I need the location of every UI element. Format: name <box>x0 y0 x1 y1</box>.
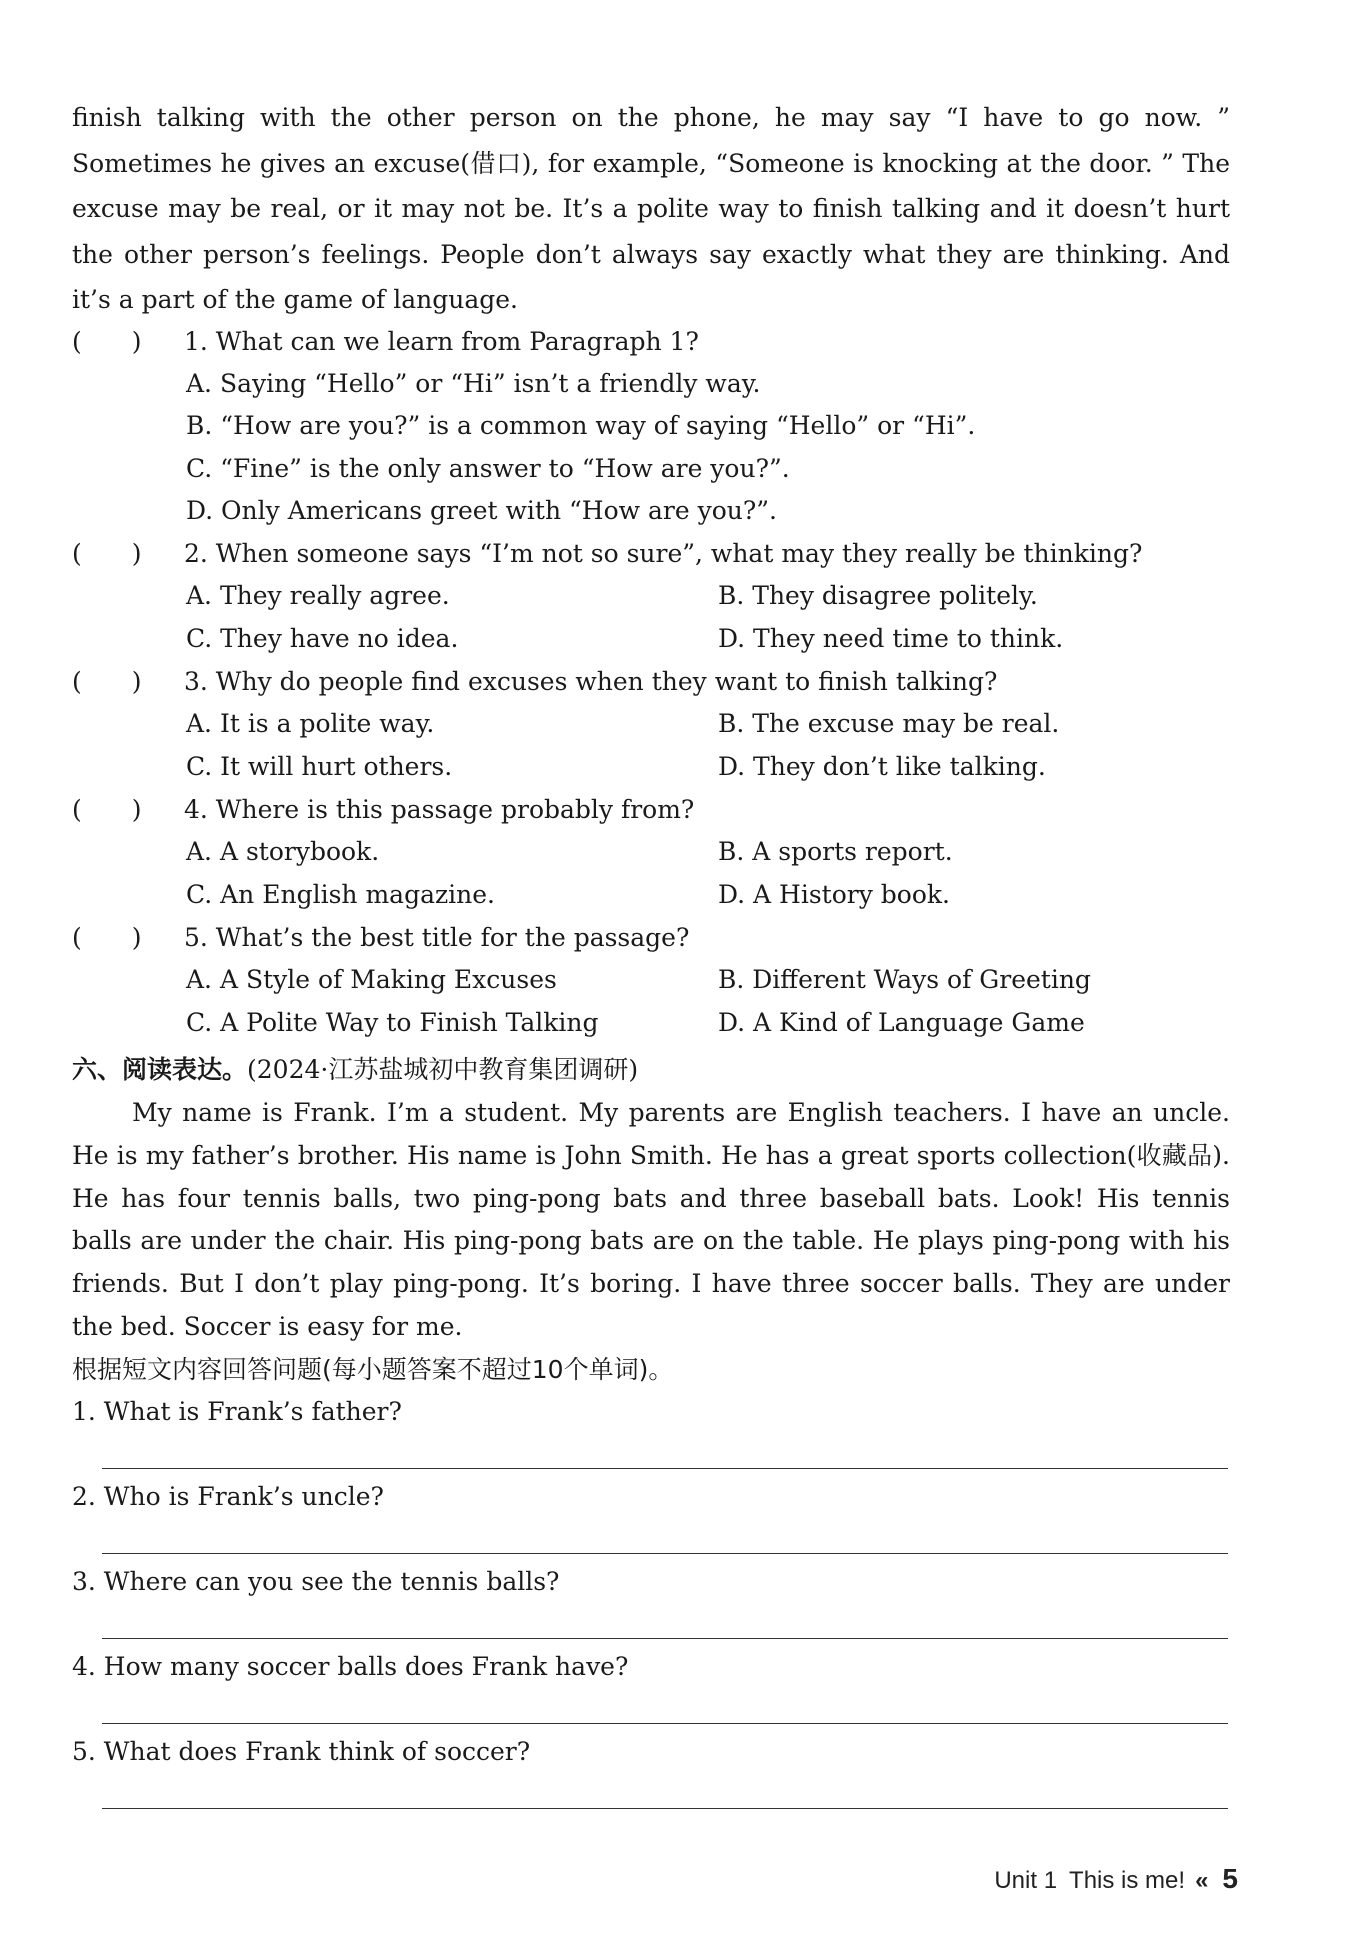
option-d: D. A Kind of Language Game <box>718 1008 1085 1037</box>
question-stem: 1. What can we learn from Paragraph 1? <box>184 327 699 356</box>
answer-line-1[interactable] <box>102 1468 1228 1469</box>
question-5 <box>72 918 689 958</box>
question-1 <box>72 322 699 362</box>
section-source: (2024·江苏盐城初中教育集团调研) <box>247 1055 639 1084</box>
unit-label: Unit 1 <box>994 1867 1058 1894</box>
option-d: D. They need time to think. <box>718 624 1064 653</box>
double-chevron-left-icon: « <box>1195 1867 1209 1894</box>
frank-passage: My name is Frank. I’m a student. My parents are English teachers. I have an uncle. He is my father’s brother. His name is John Smith. He has a great sports collection(收藏品). He has four tennis balls, two ping-pong bats and three baseball bats. Look! His tennis balls are under the chair. His ping-pong bats are on the table. He plays ping-pong with his friends. But I don’t play ping-pong. It’s boring. I have three soccer balls. They are under the bed. Soccer is easy for me. <box>72 1098 1230 1341</box>
option-a: A. A Style of Making Excuses <box>186 965 557 994</box>
answer-bracket[interactable]: ( ) <box>72 795 142 824</box>
option-d: D. Only Americans greet with “How are you?”. <box>186 496 778 525</box>
answer-bracket[interactable]: ( ) <box>72 539 142 568</box>
answer-line-5[interactable] <box>102 1808 1228 1809</box>
short-question-4: 4. How many soccer balls does Frank have? <box>72 1652 629 1681</box>
option-a: A. A storybook. <box>186 837 380 866</box>
option-c: C. It will hurt others. <box>186 752 453 781</box>
answer-line-3[interactable] <box>102 1638 1228 1639</box>
option-c: C. They have no idea. <box>186 624 459 653</box>
option-a: A. They really agree. <box>186 581 450 610</box>
option-b: B. They disagree politely. <box>718 581 1038 610</box>
option-b: B. A sports report. <box>718 837 953 866</box>
passage-text: finish talking with the other person on the phone, he may say “I have to go now. ” Sometimes he gives an excuse(借口), for example, “Someone is knocking at the door. ” The excuse may be real, or it may not be. It’s a polite way to finish talking and it doesn’t hurt the other person’s feelings. People don’t always say exactly what they are thinking. And it’s a part of the game of language. <box>72 103 1230 314</box>
short-question-5: 5. What does Frank think of soccer? <box>72 1737 531 1766</box>
option-a: A. Saying “Hello” or “Hi” isn’t a friendly way. <box>186 369 761 398</box>
option-c: C. An English magazine. <box>186 880 495 909</box>
option-b: B. “How are you?” is a common way of saying “Hello” or “Hi”. <box>186 411 976 440</box>
question-2 <box>72 534 1142 574</box>
page-number: 5 <box>1222 1863 1238 1894</box>
answer-bracket[interactable]: ( ) <box>72 923 142 952</box>
answer-bracket[interactable]: ( ) <box>72 667 142 696</box>
question-stem: 2. When someone says “I’m not so sure”, what may they really be thinking? <box>184 539 1143 568</box>
option-d: D. A History book. <box>718 880 950 909</box>
question-3 <box>72 662 997 702</box>
question-stem: 5. What’s the best title for the passage? <box>184 923 690 952</box>
option-b: B. The excuse may be real. <box>718 709 1060 738</box>
instruction-text: 根据短文内容回答问题(每小题答案不超过10个单词)。 <box>72 1355 674 1384</box>
answer-bracket[interactable]: ( ) <box>72 327 142 356</box>
option-c: C. A Polite Way to Finish Talking <box>186 1008 599 1037</box>
option-a: A. It is a polite way. <box>186 709 435 738</box>
option-b: B. Different Ways of Greeting <box>718 965 1091 994</box>
short-question-3: 3. Where can you see the tennis balls? <box>72 1567 560 1596</box>
short-question-1: 1. What is Frank’s father? <box>72 1397 402 1426</box>
page-footer <box>994 1862 1238 1898</box>
question-4 <box>72 790 694 830</box>
option-d: D. They don’t like talking. <box>718 752 1046 781</box>
question-stem: 4. Where is this passage probably from? <box>184 795 695 824</box>
option-c: C. “Fine” is the only answer to “How are you?”. <box>186 454 790 483</box>
short-question-2: 2. Who is Frank’s uncle? <box>72 1482 384 1511</box>
answer-line-2[interactable] <box>102 1553 1228 1554</box>
unit-title: This is me! <box>1069 1867 1186 1894</box>
section-heading <box>72 1050 638 1090</box>
section-title: 六、阅读表达。 <box>72 1055 248 1084</box>
question-stem: 3. Why do people find excuses when they want to finish talking? <box>184 667 998 696</box>
answer-line-4[interactable] <box>102 1723 1228 1724</box>
